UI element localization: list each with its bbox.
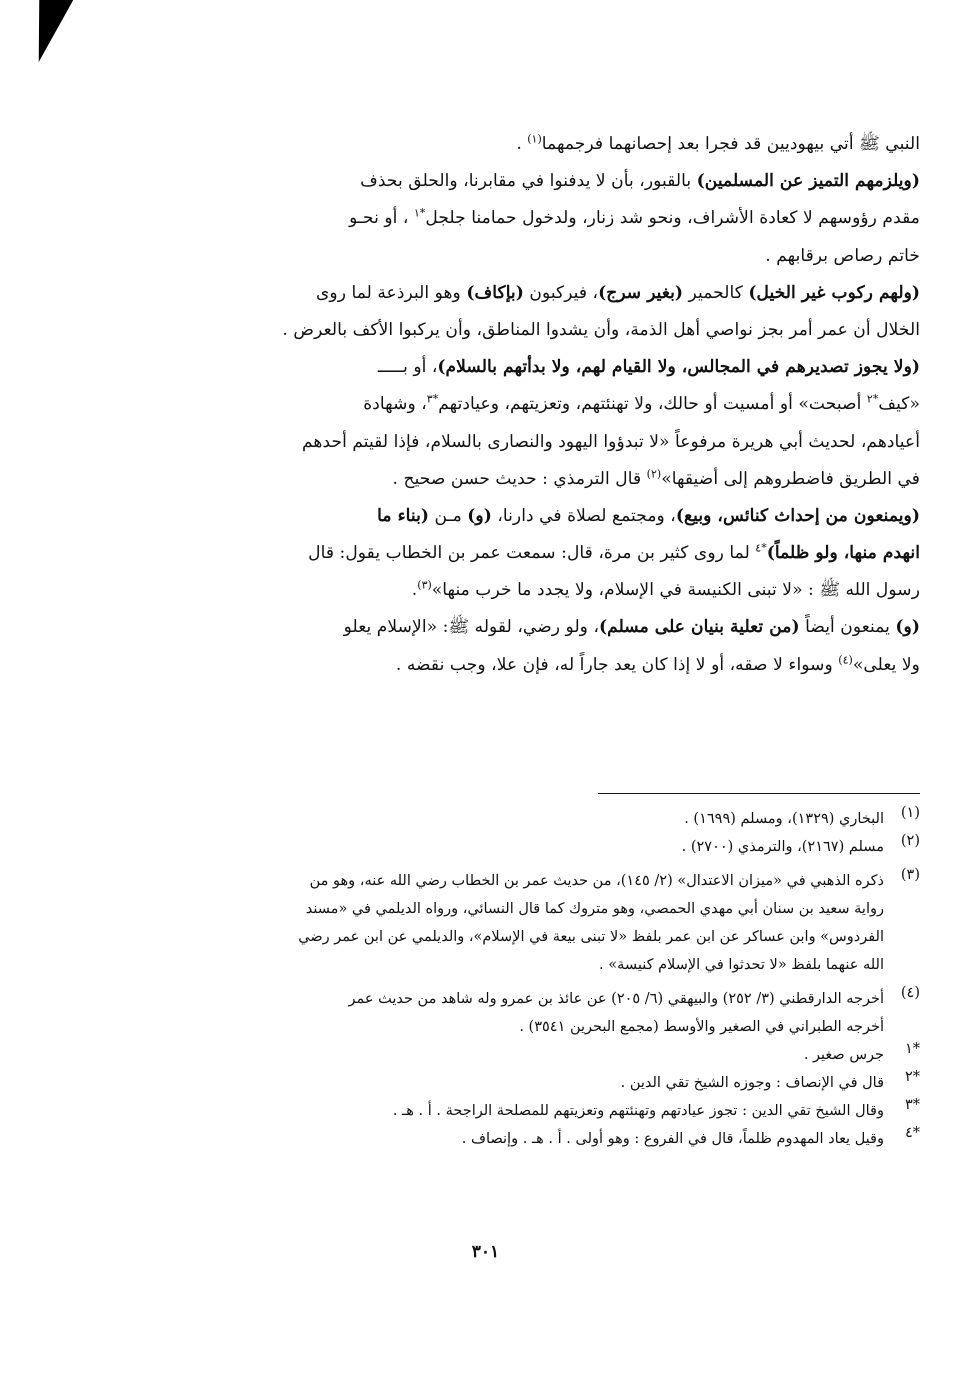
- bold-text-segment: (ويمنعون من إحداث كنائس، وبيع): [675, 505, 920, 526]
- footnote: [178, 1069, 920, 1097]
- footnote-number: *٤: [904, 1125, 920, 1141]
- page-corner-mark: [33, 0, 74, 62]
- footnote: [178, 805, 920, 833]
- text-line: [178, 535, 920, 572]
- text-line: [178, 572, 920, 609]
- text-segment: ، ومجتمع لصلاة في دارنا،: [491, 505, 676, 526]
- footnote-line: أخرجه الدارقطني (٣/ ٢٥٢) والبيهقي (٦/ ٢٠٥) عن عائذ بن عمرو وله شاهد من حديث عمر: [348, 991, 884, 1007]
- footnote-line: مسلم (٢١٦٧)، والترمذي (٢٧٠٠) .: [681, 839, 884, 855]
- text-line: [178, 647, 920, 684]
- text-segment: ، ولو رضي، لقوله ﷺ: «الإسلام يعلو: [343, 617, 599, 638]
- footnote-ref: (٣): [417, 578, 432, 592]
- footnote-line: وقيل يعاد المهدوم ظلماً، قال في الفروع : وهو أولى . أ . هـ . وإنصاف .: [461, 1131, 884, 1147]
- footnote-number: (٣): [900, 867, 920, 883]
- text-segment: «كيف: [878, 394, 920, 415]
- paragraph: [178, 498, 920, 610]
- text-segment: مقدم رؤوسهم لا كعادة الأشراف، ونحو شد زنار، ولدخول حمامنا جلجل: [425, 208, 920, 229]
- text-segment: ، أو بـــــ: [377, 357, 438, 378]
- footnote-ref: (٤): [838, 652, 853, 666]
- footnote: [178, 985, 920, 1041]
- footnote-line: رواية سعيد بن سنان أبي مهدي الحمصي، وهو متروك كما قال النسائي، ورواه الديلمي في «مسند: [305, 901, 884, 917]
- text-segment: .: [516, 134, 528, 154]
- bold-text-segment: (و): [467, 505, 492, 526]
- text-segment: بالقبور، بأن لا يدفنوا في مقابرنا، والحلق بحذف: [360, 171, 697, 192]
- paragraph: [178, 163, 920, 275]
- footnote-text: [178, 1097, 884, 1125]
- footnotes-section: [178, 805, 920, 1153]
- footnote-ref: *١: [413, 206, 426, 220]
- text-segment: وسواء لا صقه، أو لا إذا كان يعد جاراً له، فإن علا، وجب نقضه .: [395, 654, 839, 675]
- text-line: [178, 238, 920, 275]
- footnote-number: (٢): [900, 833, 920, 849]
- paragraph: [178, 349, 920, 498]
- bold-text-segment: (و): [895, 617, 920, 638]
- footnote-number: (١): [900, 805, 920, 821]
- footnote-text: [178, 1125, 884, 1153]
- text-segment: مـن: [429, 505, 468, 526]
- footnote: [178, 1097, 920, 1125]
- bold-text-segment: (بغير سرج): [598, 282, 684, 303]
- text-line: [178, 126, 920, 163]
- text-line: [178, 609, 920, 646]
- text-line: [178, 461, 920, 498]
- page-number: ٣٠١: [471, 1242, 500, 1262]
- text-segment: يمنعون أيضاً: [799, 617, 896, 638]
- bold-text-segment: (ويلزمهم التميز عن المسلمين): [696, 171, 920, 192]
- paragraph: [178, 275, 920, 349]
- footnote-number: *١: [904, 1041, 920, 1057]
- bold-text-segment: (ولا يجوز تصديرهم في المجالس، ولا القيام لهم، ولا بدأتهم بالسلام): [437, 357, 920, 378]
- text-segment: في الطريق فاضطروهم إلى أضيقها»: [661, 468, 920, 489]
- text-segment: أعيادهم، لحديث أبي هريرة مرفوعاً «لا تبدؤوا اليهود والنصارى بالسلام، فإذا لقيتم أحدهم: [301, 431, 920, 452]
- text-segment: ، أو نحـو: [349, 208, 414, 229]
- text-line: [178, 386, 920, 423]
- footnote-line: وقال الشيخ تقي الدين : تجوز عيادتهم وتهنئتهم وتعزيتهم للمصلحة الراجحة . أ . هـ .: [392, 1103, 884, 1119]
- text-segment: .: [411, 580, 418, 601]
- footnote-ref: *٣: [426, 392, 439, 406]
- footnote-ref: *٤: [755, 541, 767, 555]
- footnote-text: [178, 833, 884, 861]
- footnote-text: [178, 805, 884, 833]
- footnote-line: أخرجه الطبراني في الصغير والأوسط (مجمع البحرين ٣٥٤١) .: [519, 1019, 884, 1035]
- footnote-separator: [598, 793, 920, 794]
- paragraph: [178, 126, 920, 163]
- footnote-line: الله عنهما بلفظ «لا تحدثوا في الإسلام كنيسة» .: [599, 957, 884, 973]
- footnote-number: (٤): [900, 985, 920, 1001]
- footnote: [178, 833, 920, 861]
- text-segment: خاتم رصاص برقابهم .: [765, 245, 920, 266]
- footnote-line: جرس صغير .: [803, 1047, 884, 1063]
- footnote-ref: (١): [527, 132, 542, 146]
- text-segment: قال الترمذي : حديث حسن صحيح .: [392, 468, 647, 489]
- text-segment: الخلال أن عمر أمر بجز نواصي أهل الذمة، وأن يشدوا المناطق، وأن يركبوا الأكف بالعرض .: [282, 319, 920, 340]
- footnote-ref: *٢: [866, 392, 879, 406]
- footnote: [178, 867, 920, 979]
- footnote-text: [178, 867, 884, 979]
- footnote-text: [178, 1069, 884, 1097]
- footnote-line: البخاري (١٣٢٩)، ومسلم (١٦٩٩) .: [684, 811, 884, 827]
- text-line: [178, 498, 920, 535]
- text-segment: لما روى كثير بن مرة، قال: سمعت عمر بن الخطاب يقول: قال: [308, 543, 756, 564]
- text-segment: أصبحت» أو أمسيت أو حالك، ولا تهنئتهم، وتعزيتهم، وعيادتهم: [438, 394, 867, 415]
- text-segment: رسول الله ﷺ : «لا تبنى الكنيسة في الإسلام، ولا يجدد ما خرب منها»: [431, 580, 920, 601]
- footnote-line: قال في الإنصاف : وجوزه الشيخ تقي الدين .: [620, 1075, 884, 1091]
- footnote-number: *٢: [904, 1069, 920, 1085]
- footnote-ref: (٢): [646, 466, 662, 480]
- footnote: [178, 1041, 920, 1069]
- footnote-text: [178, 985, 884, 1041]
- footnote: [178, 1125, 920, 1153]
- text-line: [178, 349, 920, 386]
- bold-text-segment: (بناء ما: [377, 505, 430, 526]
- footnote-line: ذكره الذهبي في «ميزان الاعتدال» (٢/ ١٤٥)، من حديث عمر بن الخطاب رضي الله عنه، وهو من: [309, 873, 884, 889]
- text-line: [178, 312, 920, 349]
- text-line: [178, 424, 920, 461]
- footnote-text: [178, 1041, 884, 1069]
- bold-text-segment: انهدم منها، ولو ظلماً): [766, 543, 920, 564]
- text-segment: النبي ﷺ أتي بيهوديين قد فجرا بعد إحصانهما فرجمهما: [541, 134, 920, 154]
- text-segment: كالحمير: [683, 282, 749, 303]
- text-segment: ، فيركبون: [523, 282, 599, 303]
- footnote-number: *٣: [904, 1097, 920, 1113]
- bold-text-segment: (بإكاف): [466, 282, 524, 303]
- bold-text-segment: (من تعلية بنيان على مسلم): [599, 617, 800, 638]
- paragraph: [178, 609, 920, 683]
- text-line: [178, 200, 920, 237]
- text-segment: ، وشهادة: [363, 394, 427, 415]
- text-segment: ولا يعلى»: [852, 654, 920, 675]
- main-text-body: [178, 126, 920, 684]
- bold-text-segment: (ولهم ركوب غير الخيل): [748, 282, 920, 303]
- text-line: [178, 275, 920, 312]
- footnote-line: الفردوس» وابن عساكر عن ابن عمر بلفظ «لا تبنى بيعة في الإسلام»، والديلمي عن ابن عمر رضي: [298, 929, 884, 945]
- text-line: [178, 163, 920, 200]
- text-segment: وهو البرذعة لما روى: [315, 282, 467, 303]
